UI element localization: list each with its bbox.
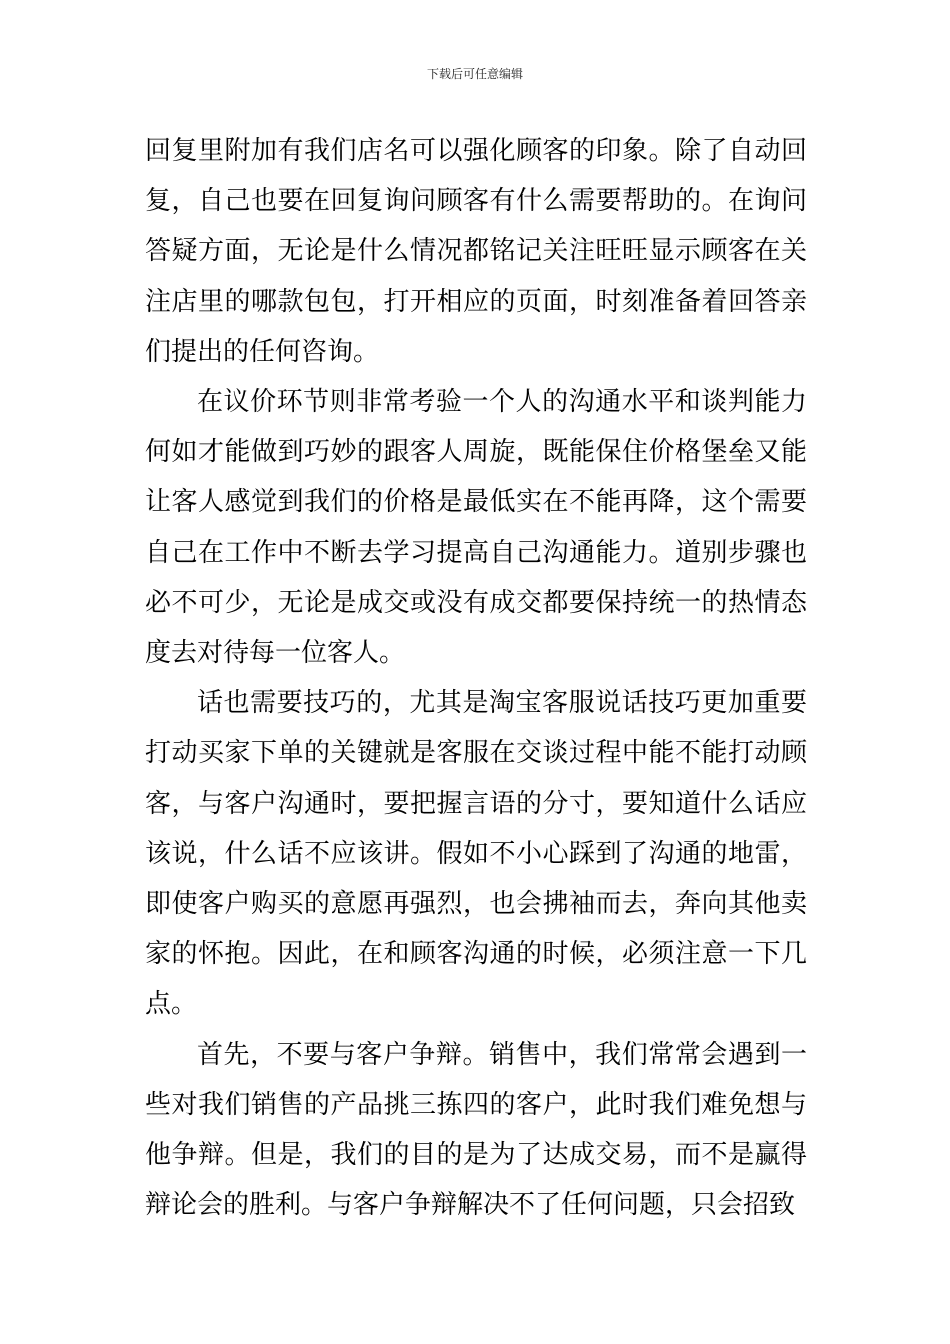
- paragraph-3: 话也需要技巧的，尤其是淘宝客服说话技巧更加重要打动买家下单的关键就是客服在交谈过程中能不能打动顾客，与客户沟通时，要把握言语的分寸，要知道什么话应该说，什么话不应该讲。假如不小心踩到了沟通的地雷，即使客户购买的意愿再强烈，也会拂袖而去，奔向其他卖家的怀抱。因此，在和顾客沟通的时候，必须注意一下几点。: [145, 688, 807, 1020]
- document-body: [145, 126, 807, 1230]
- paragraph-2: 在议价环节则非常考验一个人的沟通水平和谈判能力何如才能做到巧妙的跟客人周旋，既能保住价格堡垒又能让客人感觉到我们的价格是最低实在不能再降，这个需要自己在工作中不断去学习提高自己沟通能力。道别步骤也必不可少，无论是成交或没有成交都要保持统一的热情态度去对待每一位客人。: [145, 387, 807, 669]
- paragraph-1: 回复里附加有我们店名可以强化顾客的印象。除了自动回复，自己也要在回复询问顾客有什么需要帮助的。在询问答疑方面，无论是什么情况都铭记关注旺旺显示顾客在关注店里的哪款包包，打开相应的页面，时刻准备着回答亲们提出的任何咨询。: [145, 136, 807, 367]
- page-header: 下载后可任意编辑: [426, 67, 523, 81]
- paragraph-4: 首先，不要与客户争辩。销售中，我们常常会遇到一些对我们销售的产品挑三拣四的客户，此时我们难免想与他争辩。但是，我们的目的是为了达成交易，而不是赢得辩论会的胜利。与客户争辩解决不了任何问题，只会招致: [145, 1039, 807, 1221]
